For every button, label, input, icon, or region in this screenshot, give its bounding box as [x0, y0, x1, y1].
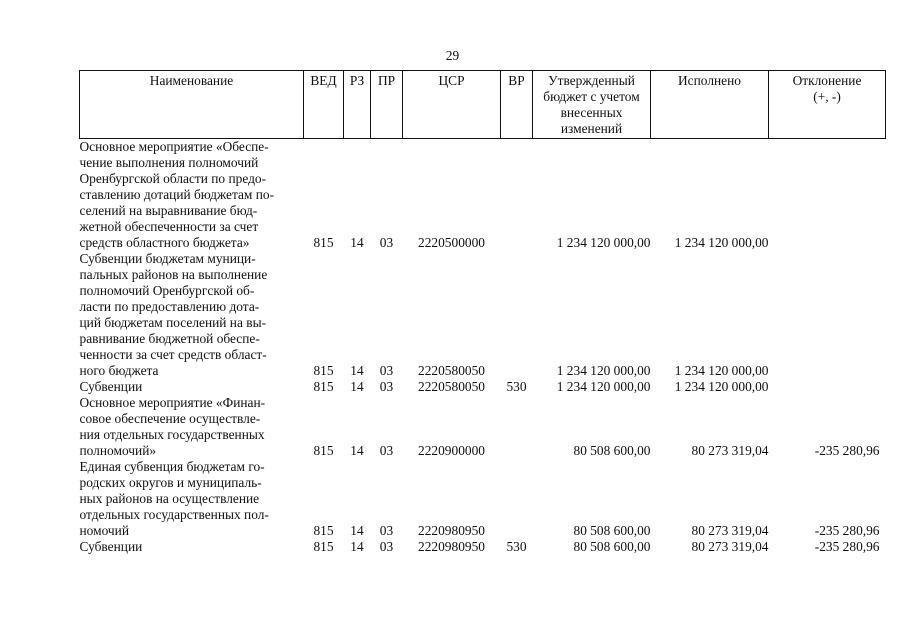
cell-name	[80, 539, 304, 555]
cell-rz: 14	[350, 379, 364, 394]
header-name: Наименование	[80, 71, 304, 139]
cell-deviation: -235 280,96	[814, 539, 880, 554]
text-line: совое обеспечение осуществле-	[79, 411, 261, 426]
cell-vr: 530	[506, 379, 527, 394]
header-executed: Исполнено	[651, 71, 769, 139]
cell-deviation: -235 280,96	[814, 523, 880, 538]
cell-approved: 80 508 600,00	[573, 523, 651, 538]
cell-rz: 14	[350, 443, 364, 458]
cell-csr: 2220900000	[418, 443, 485, 458]
cell-csr: 2220580050	[418, 363, 485, 378]
cell-rz: 14	[350, 235, 364, 250]
cell-ved: 815	[313, 443, 334, 458]
text-line: полномочий»	[79, 443, 157, 458]
cell-ved: 815	[313, 379, 334, 394]
cell-ved: 815	[313, 235, 334, 250]
cell-name	[80, 379, 304, 395]
text-line: ставлению дотаций бюджетам по-	[79, 187, 275, 202]
cell-executed: 1 234 120 000,00	[674, 235, 769, 250]
header-approved-lines	[534, 73, 649, 137]
text-line: Единая субвенция бюджетам го-	[79, 459, 265, 474]
text-line: Основное мероприятие «Финан-	[79, 395, 266, 410]
cell-pr: 03	[379, 235, 394, 250]
text-line: ного бюджета	[79, 363, 159, 378]
cell-approved: 80 508 600,00	[573, 539, 651, 554]
cell-deviation	[769, 379, 886, 395]
page-number: 29	[445, 48, 460, 63]
text-line: Оренбургской области по предо-	[79, 171, 267, 186]
header-ved: ВЕД	[304, 71, 344, 139]
cell-pr: 03	[379, 363, 394, 378]
text-line: чение выполнения полномочий	[79, 155, 259, 170]
text-line: Субвенции	[79, 539, 143, 554]
text-line: ных районов на осуществление	[79, 491, 260, 506]
text-line: отдельных государственных пол-	[79, 507, 269, 522]
text-line: пальных районов на выполнение	[79, 267, 268, 282]
cell-name	[80, 251, 304, 379]
text-line: полномочий Оренбургской об-	[79, 283, 255, 298]
text-line: Утвержденный	[548, 73, 635, 88]
text-line: Отклонение	[792, 73, 862, 88]
cell-rz: 14	[350, 539, 364, 554]
cell-name-lines	[80, 379, 304, 395]
table-body	[80, 139, 886, 556]
cell-executed: 80 273 319,04	[691, 539, 769, 554]
cell-pr: 03	[379, 379, 394, 394]
cell-rz: 14	[350, 363, 364, 378]
cell-name-lines	[80, 251, 304, 379]
text-line: средств областного бюджета»	[79, 235, 250, 250]
cell-deviation	[769, 251, 886, 379]
cell-executed: 80 273 319,04	[691, 443, 769, 458]
text-line: Субвенции	[79, 379, 143, 394]
header-deviation-lines	[770, 73, 884, 105]
text-line: Субвенции бюджетам муници-	[79, 251, 256, 266]
cell-rz: 14	[350, 523, 364, 538]
cell-pr: 03	[379, 539, 394, 554]
text-line: селений на выравнивание бюд-	[79, 203, 258, 218]
text-line: внесенных	[560, 105, 623, 120]
cell-approved: 1 234 120 000,00	[556, 379, 651, 394]
cell-name-lines	[80, 539, 304, 555]
text-line: равнивание бюджетной обеспе-	[79, 331, 260, 346]
cell-pr: 03	[379, 523, 394, 538]
cell-csr: 2220500000	[418, 235, 485, 250]
cell-ved: 815	[313, 539, 334, 554]
text-line: ций бюджетам поселений на вы-	[79, 315, 267, 330]
text-line: изменений	[560, 121, 623, 136]
cell-vr	[501, 459, 533, 539]
cell-approved: 80 508 600,00	[573, 443, 651, 458]
table-row	[80, 251, 886, 379]
cell-vr: 530	[506, 539, 527, 554]
cell-vr	[501, 139, 533, 252]
header-row	[80, 71, 886, 139]
text-line: ния отдельных государственных	[79, 427, 265, 442]
text-line: (+, -)	[813, 89, 841, 104]
cell-vr	[501, 395, 533, 459]
text-line: родских округов и муниципаль-	[79, 475, 262, 490]
cell-csr: 2220980950	[418, 539, 485, 554]
cell-ved: 815	[313, 363, 334, 378]
text-line: ченности за счет средств област-	[79, 347, 267, 362]
text-line: жетной обеспеченности за счет	[79, 219, 259, 234]
cell-csr: 2220580050	[418, 379, 485, 394]
text-line: Основное мероприятие «Обеспе-	[79, 139, 269, 154]
header-rz: РЗ	[344, 71, 371, 139]
cell-vr	[501, 251, 533, 379]
cell-name	[80, 459, 304, 539]
cell-deviation: -235 280,96	[814, 443, 880, 458]
cell-name	[80, 395, 304, 459]
cell-name	[80, 139, 304, 252]
cell-pr: 03	[379, 443, 394, 458]
header-deviation	[769, 71, 886, 139]
cell-executed: 80 273 319,04	[691, 523, 769, 538]
cell-csr: 2220980950	[418, 523, 485, 538]
budget-table	[79, 70, 886, 555]
text-line: бюджет с учетом	[543, 89, 640, 104]
text-line: номочий	[79, 523, 129, 538]
cell-approved: 1 234 120 000,00	[556, 363, 651, 378]
cell-executed: 1 234 120 000,00	[674, 363, 769, 378]
header-vr: ВР	[501, 71, 533, 139]
cell-approved: 1 234 120 000,00	[556, 235, 651, 250]
cell-deviation	[769, 139, 886, 252]
header-csr: ЦСР	[403, 71, 501, 139]
text-line: ласти по предоставлению дота-	[79, 299, 260, 314]
header-pr: ПР	[371, 71, 403, 139]
cell-ved: 815	[313, 523, 334, 538]
cell-name-lines	[80, 395, 304, 459]
table-row	[80, 379, 886, 395]
cell-name-lines	[80, 139, 304, 251]
table-row	[80, 139, 886, 252]
cell-name-lines	[80, 459, 304, 539]
table-row	[80, 539, 886, 555]
cell-executed: 1 234 120 000,00	[674, 379, 769, 394]
header-approved	[533, 71, 651, 139]
table-row	[80, 395, 886, 459]
table-row	[80, 459, 886, 539]
